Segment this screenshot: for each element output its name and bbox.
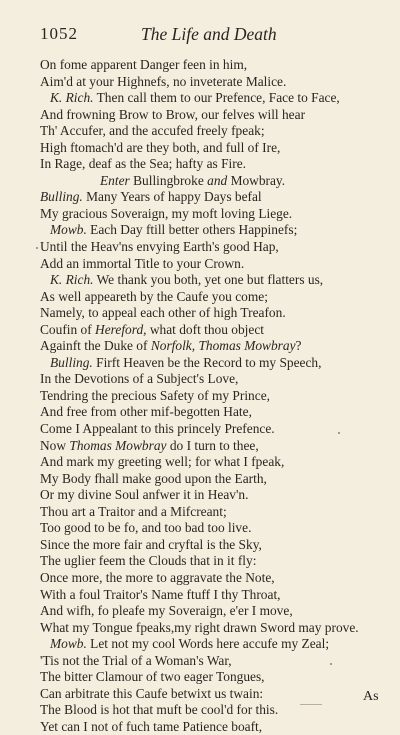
page-number: 1052 (40, 24, 78, 43)
text-line (40, 57, 385, 74)
line-text: Too good to be fo, and too bad too live. (40, 520, 252, 536)
running-title: The Life and Death (141, 24, 277, 44)
line-text: The Blood is hot that muft be cool'd for this. (40, 702, 279, 718)
line-text: Againft the Duke of (40, 338, 151, 354)
line-text: And free from other mif-begotten Hate, (40, 404, 252, 420)
speaker-label: Mowb. (50, 636, 87, 652)
text-line (40, 123, 385, 140)
line-text: We thank you both, yet one but flatters us, (93, 272, 324, 288)
line-text: In the Devotions of a Subject's Love, (40, 371, 239, 387)
line-text: Once more, the more to aggravate the Note, (40, 569, 275, 585)
text-line (40, 504, 385, 521)
text-line (40, 90, 385, 107)
line-text: Coufin of (40, 321, 96, 337)
line-text: Tendring the precious Safety of my Prince, (40, 387, 270, 403)
text-line (40, 454, 385, 471)
text-line (40, 107, 385, 124)
text-line (40, 669, 385, 686)
line-text: Add an immortal Title to your Crown. (40, 255, 245, 271)
ink-speck (330, 663, 332, 665)
text-line (40, 140, 385, 157)
ink-speck (338, 432, 340, 434)
italic-name: Norfolk, Thomas Mowbray (150, 338, 296, 354)
catchword: As (363, 689, 379, 704)
line-text: Bullingbroke (129, 172, 208, 188)
text-line (40, 355, 385, 372)
speaker-label: Bulling. (50, 354, 93, 370)
line-text: High ftomach'd are they both, and full of Ire, (40, 139, 281, 155)
line-text: Since the more fair and cryftal is the Sky, (40, 536, 262, 552)
line-text: ? (295, 338, 302, 354)
text-line (40, 719, 385, 735)
text-line (40, 156, 385, 173)
line-text: Until the Heav'ns envying Earth's good Hap, (40, 239, 279, 255)
line-text: The uglier feem the Clouds that in it fly: (40, 553, 257, 569)
line-text: Mowbray. (227, 172, 286, 188)
line-text: And wifh, fo pleafe my Soveraign, e'er I move, (40, 603, 293, 619)
speaker-label: Mowb. (50, 222, 87, 238)
text-line (40, 256, 385, 273)
text-line (40, 471, 385, 488)
line-text: Can arbitrate this Caufe betwixt us twain: (40, 685, 264, 701)
text-line (40, 620, 385, 637)
line-text: In Rage, deaf as the Sea; hafty as Fire. (40, 156, 246, 172)
speaker-label: K. Rich. (50, 272, 94, 288)
text-line (40, 438, 385, 455)
speaker-label: Enter (100, 172, 130, 188)
line-text: Th' Accufer, and the accufed freely fpeak; (40, 123, 265, 139)
text-line (40, 206, 385, 223)
text-line (40, 553, 385, 570)
text-line (40, 189, 385, 206)
line-text: Aim'd at your Highnefs, no inveterate Malice. (40, 73, 287, 89)
line-text: Namely, to appeal each other of high Treafon. (40, 305, 286, 321)
line-text: Each Day ftill better others Happinefs; (86, 222, 298, 238)
italic-name: Hereford, (95, 321, 147, 337)
text-line (40, 322, 385, 339)
line-text: And mark my greeting well; for what I fpeak, (40, 454, 285, 470)
text-line (40, 421, 385, 438)
text-line (40, 305, 385, 322)
ink-speck (36, 247, 38, 249)
line-text: Now (40, 437, 70, 453)
page-mark (300, 704, 322, 705)
line-text: On fome apparent Danger feen in him, (40, 57, 248, 72)
text-line (40, 222, 385, 239)
text-line (40, 520, 385, 537)
line-text: Firft Heaven be the Record to my Speech, (92, 354, 322, 370)
stage-word: and (207, 172, 228, 188)
line-text: What my Tongue fpeaks,my right drawn Sword may prove. (40, 619, 359, 635)
line-text: My gracious Soveraign, my moft loving Liege. (40, 205, 293, 221)
text-line (40, 587, 385, 604)
line-text: And frowning Brow to Brow, our felves will hear (40, 106, 306, 122)
italic-name: Thomas Mowbray (69, 437, 167, 453)
text-line (40, 702, 385, 719)
speaker-label: K. Rich. (50, 90, 94, 106)
line-text: With a foul Traitor's Name ftuff I thy Throat, (40, 586, 281, 602)
text-line (40, 537, 385, 554)
speaker-label: Bulling. (40, 189, 83, 205)
line-text: The bitter Clamour of two eager Tongues, (40, 669, 265, 685)
text-line (40, 173, 385, 190)
text-line (40, 570, 385, 587)
line-text: Come I Appealant to this princely Prefence. (40, 421, 275, 437)
line-text: Thou art a Traitor and a Mifcreant; (40, 503, 227, 519)
text-line (40, 272, 385, 289)
line-text: Let not my cool Words here accufe my Zeal; (86, 636, 330, 652)
line-text: My Body fhall make good upon the Earth, (40, 470, 267, 486)
line-text: 'Tis not the Trial of a Woman's War, (40, 652, 232, 668)
text-line (40, 636, 385, 653)
text-line (40, 653, 385, 670)
text-line (40, 404, 385, 421)
text-line (40, 289, 385, 306)
text-line (40, 487, 385, 504)
line-text: Yet can I not of fuch tame Patience boaft, (40, 718, 263, 734)
text-line (40, 686, 385, 703)
line-text: Then call them to our Prefence, Face to Face, (93, 90, 340, 106)
line-text: Or my divine Soul anfwer it in Heav'n. (40, 487, 249, 503)
running-header (40, 24, 382, 46)
line-text: what doft thou object (146, 321, 265, 337)
text-line (40, 388, 385, 405)
text-line (40, 338, 385, 355)
line-text: do I turn to thee, (166, 437, 259, 453)
text-line (40, 74, 385, 91)
text-line (40, 603, 385, 620)
play-text (40, 57, 385, 735)
text-line (40, 239, 385, 256)
line-text: As well appeareth by the Caufe you come; (40, 288, 268, 304)
text-line (40, 371, 385, 388)
line-text: Many Years of happy Days befal (82, 189, 262, 205)
